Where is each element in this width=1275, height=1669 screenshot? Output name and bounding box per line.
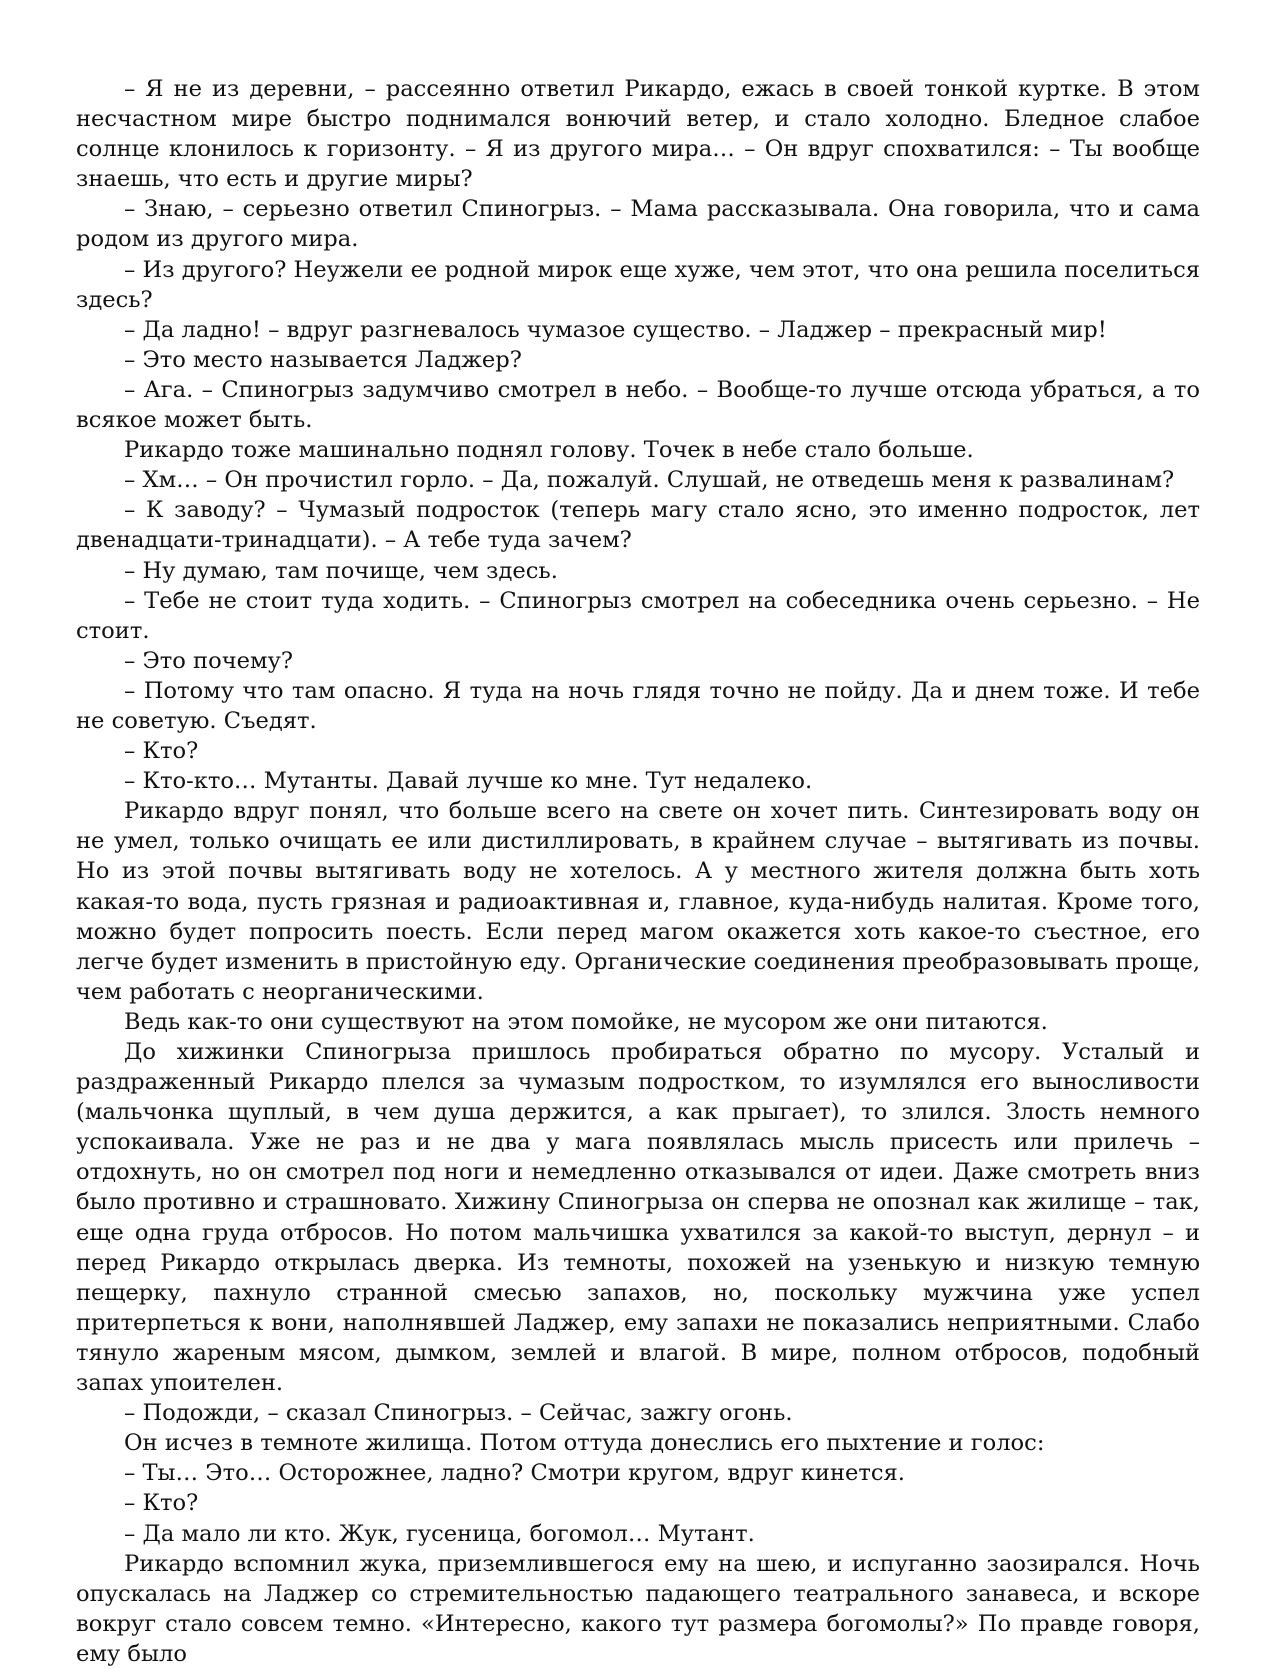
paragraph: – Да ладно! – вдруг разгневалось чумазое существо. – Ладжер – прекрасный мир! bbox=[124, 316, 1107, 343]
paragraph: – Ты… Это… Осторожнее, ладно? Смотри кругом, вдруг кинется. bbox=[124, 1460, 905, 1487]
paragraph: – Потому что там опасно. Я туда на ночь глядя точно не пойду. Да и днем тоже. И тебе не советую. Съедят. bbox=[76, 677, 1200, 734]
paragraph: – Кто? bbox=[124, 1490, 199, 1517]
paragraph: – Тебе не стоит туда ходить. – Спиногрыз смотрел на собеседника очень серьезно. – Не стоит. bbox=[76, 587, 1200, 644]
paragraph: Он исчез в темноте жилища. Потом оттуда донеслись его пыхтение и голос: bbox=[124, 1430, 1045, 1457]
paragraph: – Хм… – Он прочистил горло. – Да, пожалуй. Слушай, не отведешь меня к развалинам? bbox=[124, 467, 1175, 494]
book-page bbox=[76, 74, 1200, 1669]
paragraph: – Из другого? Неужели ее родной мирок еще хуже, чем этот, что она решила поселиться здесь? bbox=[76, 256, 1200, 313]
paragraph: – Подожди, – сказал Спиногрыз. – Сейчас, зажгу огонь. bbox=[124, 1400, 793, 1427]
paragraph: – К заводу? – Чумазый подросток (теперь магу стало ясно, это именно подросток, лет двенадцати-тринадцати). – А тебе туда зачем? bbox=[76, 497, 1200, 554]
paragraph: До хижинки Спиногрыза пришлось пробираться обратно по мусору. Усталый и раздраженный Рикардо плелся за чумазым подростком, то изумлялся его выносливости (мальчонка щуплый, в чем душа держится, а как прыгает), то злился. Злость немного успокаивала. Уже не раз и не два у мага появлялась мысль присесть или прилечь – отдохнуть, но он смотрел под ноги и немедленно отказывался от идеи. Даже смотреть вниз было противно и страшновато. Хижину Спиногрыза он сперва не опознал как жилище – так, еще одна груда отбросов. Но потом мальчишка ухватился за какой-то выступ, дернул – и перед Рикардо открылась дверка. Из темноты, похожей на узенькую и низкую темную пещерку, пахнуло странной смесью запахов, но, поскольку мужчина уже успел притерпеться к вони, наполнявшей Ладжер, ему запахи не показались неприятными. Слабо тянуло жареным мясом, дымком, землей и влагой. В мире, полном отбросов, подобный запах упоителен. bbox=[76, 1039, 1200, 1397]
paragraph: – Да мало ли кто. Жук, гусеница, богомол… Мутант. bbox=[124, 1520, 755, 1547]
paragraph: Рикардо вспомнил жука, приземлившегося ему на шею, и испуганно заозирался. Ночь опускалась на Ладжер со стремительностью падающего театрального занавеса, и вскоре вокруг стало совсем темно. «Интересно, какого тут размера богомолы?» По правде говоря, ему было bbox=[76, 1550, 1200, 1667]
paragraph: – Кто? bbox=[124, 738, 199, 765]
paragraph: – Кто-кто… Мутанты. Давай лучше ко мне. Тут недалеко. bbox=[124, 768, 813, 795]
paragraph: – Знаю, – серьезно ответил Спиногрыз. – Мама рассказывала. Она говорила, что и сама родом из другого мира. bbox=[76, 196, 1200, 253]
paragraph: – Это почему? bbox=[124, 647, 294, 674]
paragraph: – Это место называется Ладжер? bbox=[124, 346, 522, 373]
paragraph: Рикардо вдруг понял, что больше всего на свете он хочет пить. Синтезировать воду он не умел, только очищать ее или дистиллировать, в крайнем случае – вытягивать из почвы. Но из этой почвы вытягивать воду не хотелось. А у местного жителя должна быть хоть какая-то вода, пусть грязная и радиоактивная и, главное, куда-нибудь налитая. Кроме того, можно будет попросить поесть. Если перед магом окажется хоть какое-то съестное, его легче будет изменить в пристойную еду. Органические соединения преобразовывать проще, чем работать с неорганическими. bbox=[76, 798, 1200, 1005]
paragraph: – Я не из деревни, – рассеянно ответил Рикардо, ежась в своей тонкой куртке. В этом несчастном мире быстро поднимался вонючий ветер, и стало холодно. Бледное слабое солнце клонилось к горизонту. – Я из другого мира… – Он вдруг спохватился: – Ты вообще знаешь, что есть и другие миры? bbox=[76, 76, 1200, 193]
paragraph: Ведь как-то они существуют на этом помойке, не мусором же они питаются. bbox=[124, 1008, 1048, 1035]
paragraph: Рикардо тоже машинально поднял голову. Точек в небе стало больше. bbox=[124, 437, 974, 464]
paragraph: – Ага. – Спиногрыз задумчиво смотрел в небо. – Вообще-то лучше отсюда убраться, а то всякое может быть. bbox=[76, 376, 1200, 434]
paragraph: – Ну думаю, там почище, чем здесь. bbox=[124, 557, 558, 584]
